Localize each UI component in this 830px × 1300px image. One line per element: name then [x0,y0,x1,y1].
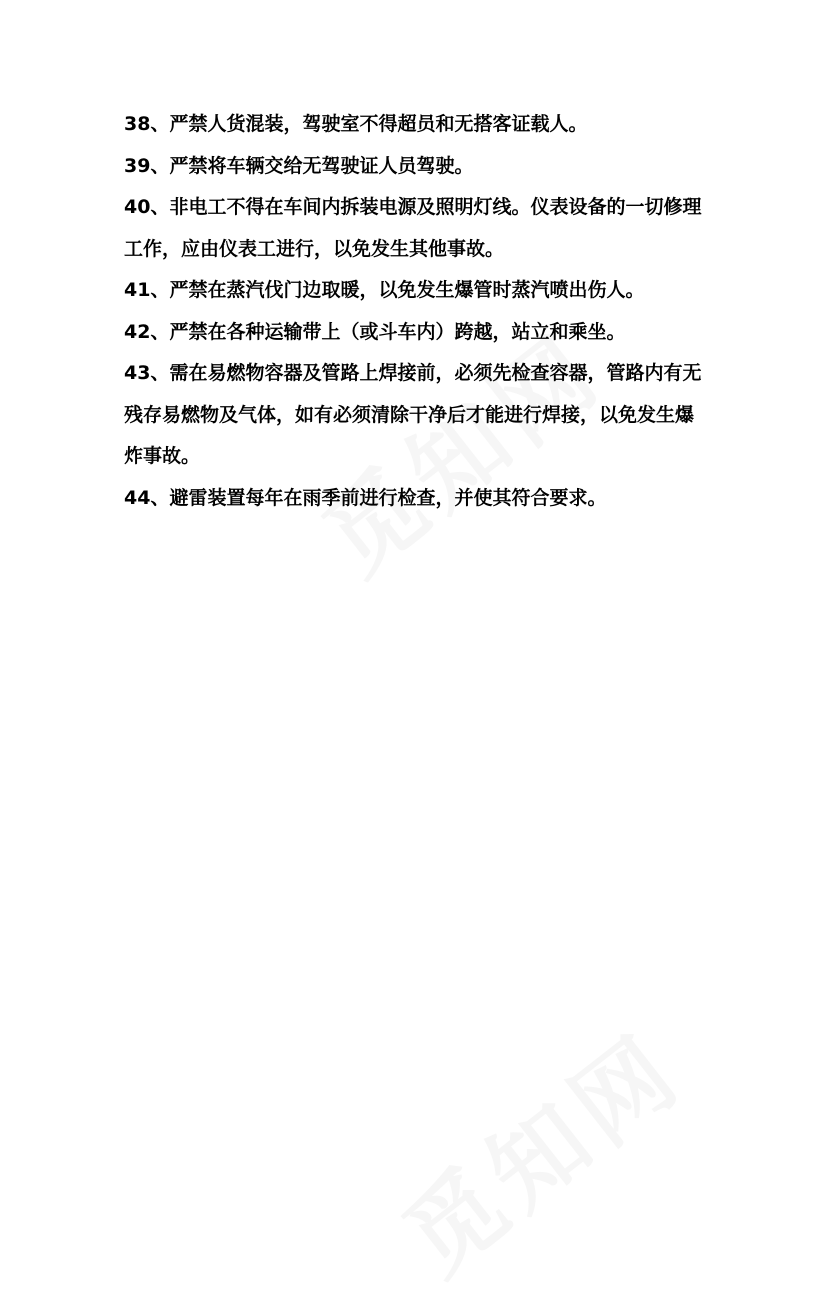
document-body [124,104,724,519]
rule-39: 39、严禁将车辆交给无驾驶证人员驾驶。 [124,154,474,177]
rule-43-line-3: 炸事故。 [124,445,201,467]
rule-44: 44、避雷装置每年在雨季前进行检查，并使其符合要求。 [124,486,607,509]
rule-42: 42、严禁在各种运输带上（或斗车内）跨越，站立和乘坐。 [124,320,626,343]
rule-41: 41、严禁在蒸汽伐门边取暖，以免发生爆管时蒸汽喷出伤人。 [124,279,645,301]
rule-40-line-1: 40、非电工不得在车间内拆装电源及照明灯线。仪表设备的一切修理 [124,196,702,218]
rule-38: 38、严禁人货混装，驾驶室不得超员和无搭客证载人。 [124,113,588,135]
rule-43-line-2: 残存易燃物及气体，如有必须清除干净后才能进行焊接，以免发生爆 [124,403,695,426]
rule-40-line-2: 工作，应由仪表工进行，以免发生其他事故。 [124,237,505,260]
rule-43-line-1: 43、需在易燃物容器及管路上焊接前，必须先检查容器，管路内有无 [124,362,702,384]
watermark [372,997,707,1300]
